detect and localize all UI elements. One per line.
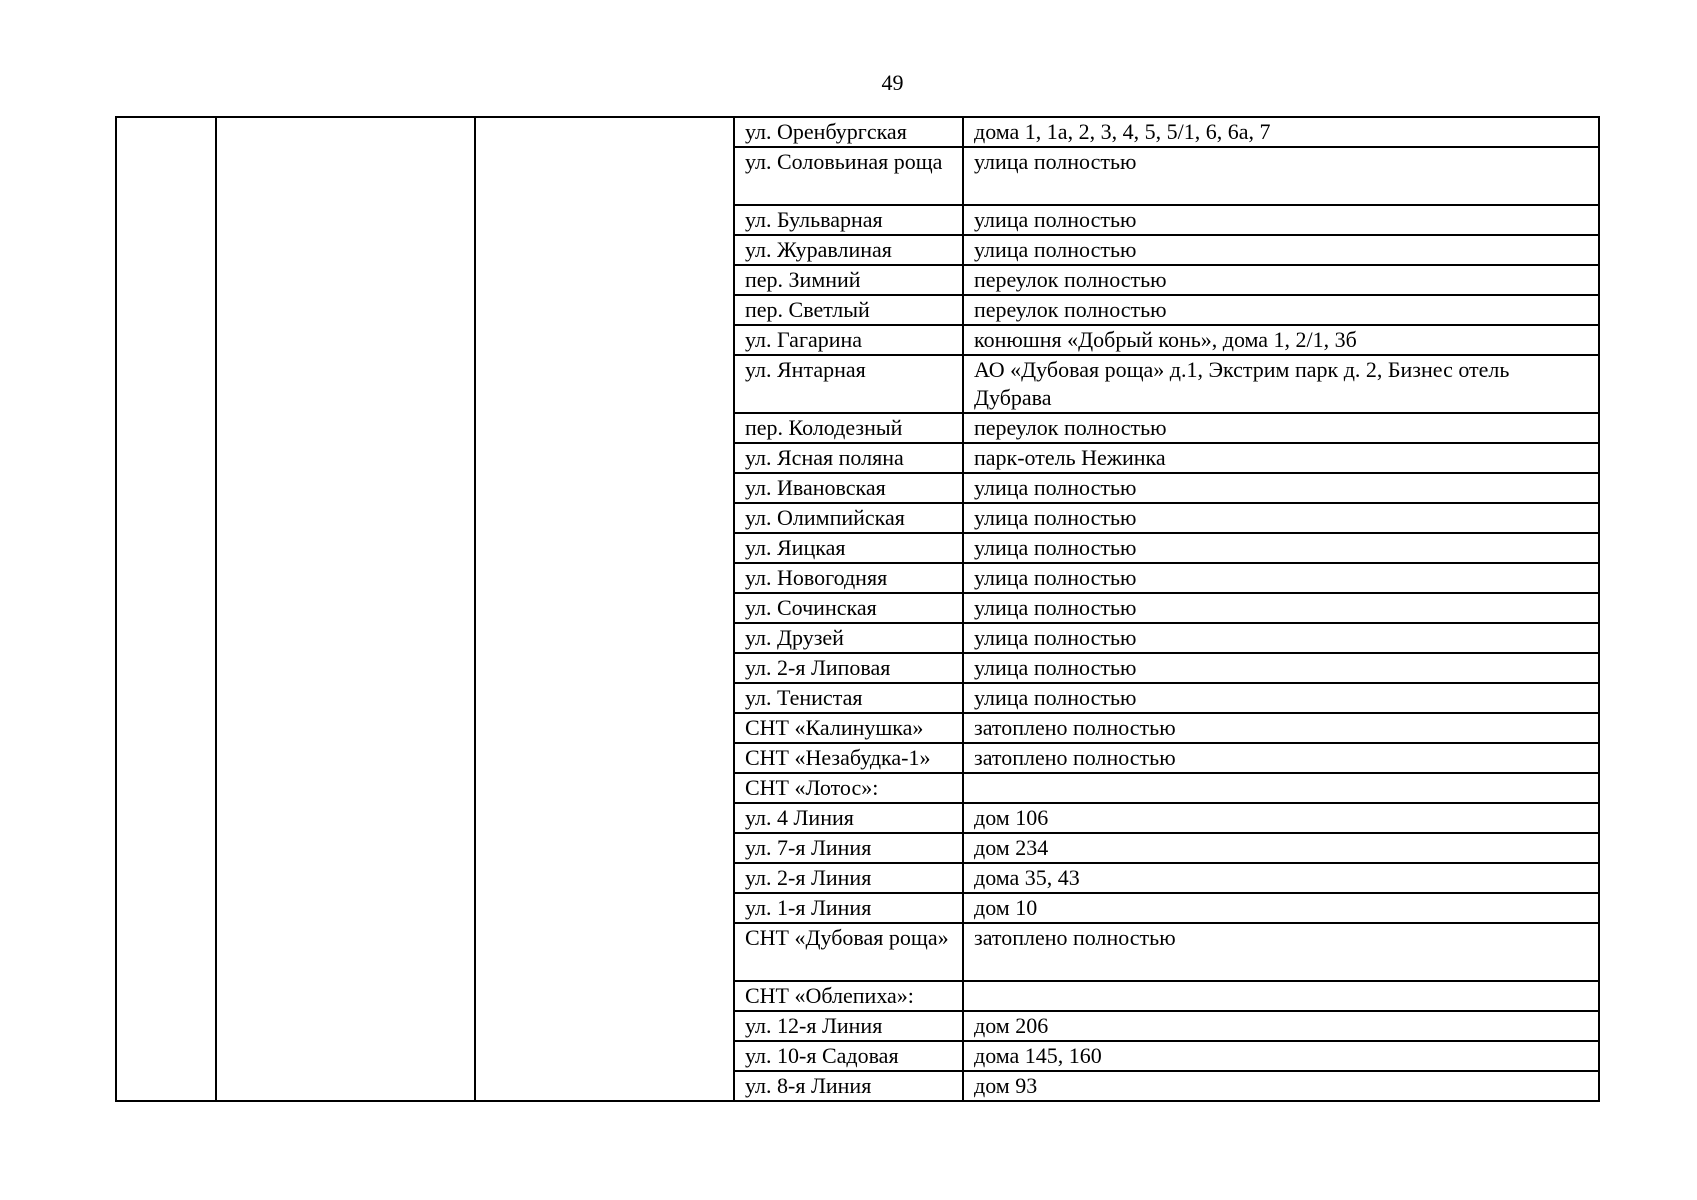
street-cell: ул. 2-я Липовая xyxy=(734,653,963,683)
street-cell: ул. Оренбургская xyxy=(734,117,963,147)
street-cell: ул. Новогодняя xyxy=(734,563,963,593)
houses-cell: затоплено полностью xyxy=(963,743,1599,773)
houses-cell: дома 35, 43 xyxy=(963,863,1599,893)
street-cell: ул. Бульварная xyxy=(734,205,963,235)
houses-cell: переулок полностью xyxy=(963,265,1599,295)
street-cell: СНТ «Калинушка» xyxy=(734,713,963,743)
houses-cell: улица полностью xyxy=(963,205,1599,235)
houses-cell: затоплено полностью xyxy=(963,923,1599,981)
houses-cell: улица полностью xyxy=(963,623,1599,653)
houses-cell: переулок полностью xyxy=(963,413,1599,443)
street-cell: ул. Ясная поляна xyxy=(734,443,963,473)
empty-column-3 xyxy=(475,117,734,1101)
street-cell: ул. Яицкая xyxy=(734,533,963,563)
houses-cell: дома 1, 1а, 2, 3, 4, 5, 5/1, 6, 6а, 7 xyxy=(963,117,1599,147)
houses-cell: улица полностью xyxy=(963,683,1599,713)
street-cell: ул. Соловьиная роща xyxy=(734,147,963,205)
houses-cell xyxy=(963,981,1599,1011)
street-cell: ул. 1-я Линия xyxy=(734,893,963,923)
empty-column-2 xyxy=(216,117,475,1101)
houses-cell xyxy=(963,773,1599,803)
street-cell: ул. 7-я Линия xyxy=(734,833,963,863)
street-cell: ул. Сочинская xyxy=(734,593,963,623)
houses-cell: улица полностью xyxy=(963,235,1599,265)
empty-column-1 xyxy=(116,117,216,1101)
houses-cell: затоплено полностью xyxy=(963,713,1599,743)
street-cell: ул. Ивановская xyxy=(734,473,963,503)
street-cell: ул. Гагарина xyxy=(734,325,963,355)
houses-cell: улица полностью xyxy=(963,503,1599,533)
houses-cell: улица полностью xyxy=(963,473,1599,503)
street-cell: ул. Друзей xyxy=(734,623,963,653)
houses-cell: дом 206 xyxy=(963,1011,1599,1041)
street-cell: СНТ «Незабудка-1» xyxy=(734,743,963,773)
houses-cell: дом 93 xyxy=(963,1071,1599,1101)
street-cell: пер. Зимний xyxy=(734,265,963,295)
houses-cell: дом 10 xyxy=(963,893,1599,923)
houses-cell: АО «Дубовая роща» д.1, Экстрим парк д. 2, Бизнес отель Дубрава xyxy=(963,355,1599,413)
street-cell: ул. Тенистая xyxy=(734,683,963,713)
street-cell: СНТ «Лотос»: xyxy=(734,773,963,803)
houses-cell: дома 145, 160 xyxy=(963,1041,1599,1071)
street-cell: ул. Журавлиная xyxy=(734,235,963,265)
street-cell: СНТ «Дубовая роща» xyxy=(734,923,963,981)
houses-cell: улица полностью xyxy=(963,147,1599,205)
houses-cell: дом 106 xyxy=(963,803,1599,833)
houses-cell: улица полностью xyxy=(963,563,1599,593)
street-cell: СНТ «Облепиха»: xyxy=(734,981,963,1011)
houses-cell: улица полностью xyxy=(963,533,1599,563)
street-cell: ул. 8-я Линия xyxy=(734,1071,963,1101)
page-number: 49 xyxy=(881,70,904,95)
street-cell: ул. Олимпийская xyxy=(734,503,963,533)
street-cell: ул. 2-я Линия xyxy=(734,863,963,893)
houses-cell: переулок полностью xyxy=(963,295,1599,325)
street-cell: ул. Янтарная xyxy=(734,355,963,413)
street-cell: ул. 4 Линия xyxy=(734,803,963,833)
street-cell: ул. 10-я Садовая xyxy=(734,1041,963,1071)
streets-table-body xyxy=(116,117,1599,1101)
houses-cell: улица полностью xyxy=(963,593,1599,623)
houses-cell: дом 234 xyxy=(963,833,1599,863)
street-cell: пер. Светлый xyxy=(734,295,963,325)
houses-cell: парк-отель Нежинка xyxy=(963,443,1599,473)
houses-cell: улица полностью xyxy=(963,653,1599,683)
table-row xyxy=(116,117,1599,147)
street-cell: пер. Колодезный xyxy=(734,413,963,443)
streets-table xyxy=(115,116,1600,1102)
houses-cell: конюшня «Добрый конь», дома 1, 2/1, 3б xyxy=(963,325,1599,355)
street-cell: ул. 12-я Линия xyxy=(734,1011,963,1041)
